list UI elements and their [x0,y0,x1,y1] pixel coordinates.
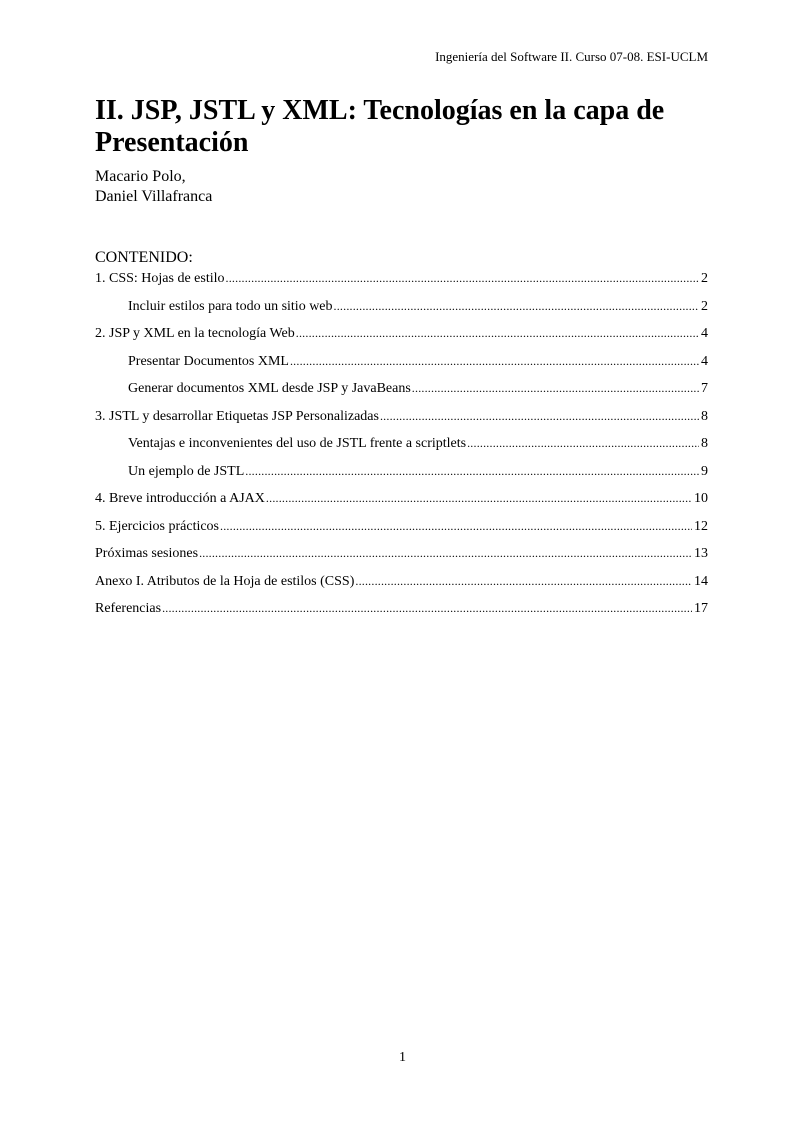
toc-entry-title: 1. CSS: Hojas de estilo [95,271,225,286]
toc-entry[interactable] [95,378,708,398]
dot-leader [245,461,699,481]
dot-leader [199,543,692,563]
toc-entry[interactable] [95,461,708,481]
dot-leader [290,351,699,371]
toc-entry[interactable] [95,543,708,563]
toc-entry[interactable] [95,516,708,536]
toc-entry-page: 2 [701,271,708,286]
dot-leader [162,598,692,618]
toc-entry-page: 8 [701,408,708,424]
toc-entry-page: 2 [701,298,708,314]
toc-entry[interactable] [95,268,708,288]
toc-entry-title: Generar documentos XML desde JSP y JavaBeans [128,381,411,396]
toc-entry[interactable] [95,351,708,371]
dot-leader [334,296,699,316]
dot-leader [220,516,692,536]
dot-leader [380,406,699,426]
toc-entry-title: 3. JSTL y desarrollar Etiquetas JSP Personalizadas [95,408,379,424]
toc-entry-title: Anexo I. Atributos de la Hoja de estilos (CSS) [95,573,355,589]
toc-entry-page: 17 [694,601,708,616]
toc-entry-page: 10 [694,491,708,506]
toc-entry-page: 4 [701,326,708,341]
author-list [95,167,212,207]
author-name: Macario Polo, [95,168,186,185]
running-header: Ingeniería del Software II. Curso 07-08. ESI-UCLM [435,49,708,64]
toc-heading: CONTENIDO: [95,249,193,266]
toc-entry-title: Presentar Documentos XML [128,353,289,369]
dot-leader [412,378,699,398]
dot-leader [355,571,692,591]
toc-entry-page: 14 [694,573,708,589]
table-of-contents [95,268,708,626]
toc-entry-title: Próximas sesiones [95,546,199,561]
toc-entry-page: 8 [701,436,708,451]
author-name: Daniel Villafranca [95,188,213,205]
toc-entry-page: 4 [701,353,708,369]
toc-entry-title: 4. Breve introducción a AJAX [95,491,265,506]
toc-entry-page: 13 [694,546,708,561]
toc-entry-title: 5. Ejercicios prácticos [95,518,220,534]
toc-entry[interactable] [95,433,708,453]
toc-entry-title: Referencias [95,601,162,616]
dot-leader [266,488,692,508]
toc-entry[interactable] [95,598,708,618]
toc-entry-title: 2. JSP y XML en la tecnología Web [95,326,295,341]
dot-leader [467,433,699,453]
toc-entry[interactable] [95,406,708,426]
dot-leader [296,323,699,343]
toc-entry-title: Ventajas e inconvenientes del uso de JSTL frente a scriptlets [128,436,467,451]
page-number: 1 [399,1050,406,1065]
toc-entry-page: 7 [701,381,708,396]
dot-leader [226,268,699,288]
toc-entry-page: 12 [694,518,708,534]
toc-entry-title: Incluir estilos para todo un sitio web [128,298,333,314]
document-title: II. JSP, JSTL y XML: Tecnologías en la capa de Presentación [95,95,665,158]
toc-entry-page: 9 [701,463,708,479]
toc-entry[interactable] [95,323,708,343]
toc-entry[interactable] [95,488,708,508]
toc-entry[interactable] [95,296,708,316]
toc-entry[interactable] [95,571,708,591]
toc-entry-title: Un ejemplo de JSTL [128,463,245,479]
